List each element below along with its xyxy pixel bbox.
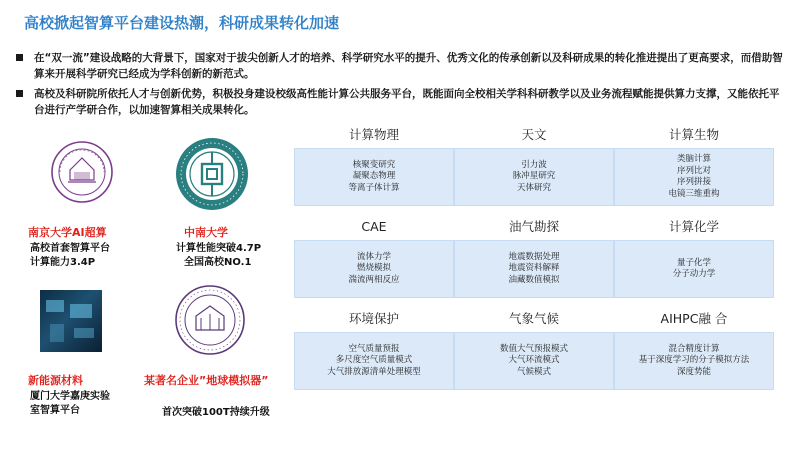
institution-name: 南京大学AI超算 — [28, 226, 107, 239]
category-item: 基于深度学习的分子模拟方法 — [638, 355, 750, 366]
bullet-text: 高校及科研院所依托人才与创新优势，积极投身建设校级高性能计算公共服务平台，既能面向全校相关学科科研教学以及业务流程赋能提供算力支撑，又能依托平台进行产学研合作，以加速智算相关成果转化。 — [34, 88, 780, 116]
category-item: 混合精度计算 — [668, 343, 720, 354]
category-box — [614, 148, 774, 206]
bullet-item — [12, 86, 788, 118]
category-box — [614, 332, 774, 390]
category-item: 气候模式 — [516, 366, 551, 377]
institution-desc: 计算性能突破4.7P — [176, 243, 262, 254]
category-box — [294, 332, 454, 390]
tsinghua-emblem-icon — [174, 284, 246, 356]
category-item: 序列比对 — [676, 165, 711, 176]
institution-desc: 全国高校NO.1 — [184, 257, 252, 268]
category-item: 地震资料解释 — [508, 263, 560, 274]
institution-name: 中南大学 — [184, 226, 228, 239]
category-item: 燃烧模拟 — [356, 263, 391, 274]
category-title: 计算生物 — [668, 127, 719, 142]
category-item: 数值大气预报模式 — [499, 343, 568, 354]
category-item: 油藏数值模拟 — [508, 274, 560, 285]
category-item: 分子动力学 — [672, 269, 716, 279]
category-item: 大气环流模式 — [508, 355, 560, 366]
category-title: CAE — [361, 219, 387, 234]
category-item: 脉冲星研究 — [512, 171, 556, 182]
institution-desc: 厦门大学嘉庚实验 — [30, 391, 110, 402]
category-item: 空气质量预报 — [348, 343, 400, 354]
category-item: 电镜三维重构 — [668, 188, 720, 199]
category-item: 等离子体计算 — [348, 182, 400, 193]
category-box — [294, 240, 454, 298]
category-title: 环境保护 — [348, 311, 399, 326]
institution-desc: 计算能力3.4P — [30, 257, 96, 268]
category-item: 引力波 — [521, 159, 547, 170]
institution-desc: 首次突破100T持续升级 — [162, 407, 270, 418]
lab-photo — [40, 290, 102, 352]
category-box — [294, 148, 454, 206]
category-title: 油气勘探 — [508, 219, 559, 234]
category-item: 天体研究 — [516, 182, 551, 193]
category-item: 湍流两相反应 — [348, 274, 400, 285]
bullet-square-icon — [16, 54, 23, 61]
institution-name: 某著名企业”地球模拟器” — [144, 374, 269, 387]
category-item: 深度势能 — [676, 366, 711, 377]
institution-name: 新能源材料 — [28, 374, 83, 387]
category-item: 序列拼接 — [676, 177, 711, 187]
category-item: 地震数据处理 — [508, 251, 560, 262]
bullet-item — [12, 50, 788, 82]
csu-emblem-icon — [174, 136, 250, 212]
category-title: AIHPC融 合 — [660, 311, 728, 326]
category-box — [454, 332, 614, 390]
category-item: 大气排放源清单处理模型 — [327, 366, 421, 377]
category-title: 计算化学 — [668, 219, 719, 234]
nju-emblem-icon — [50, 140, 114, 204]
category-item: 凝聚态物理 — [352, 171, 396, 182]
category-item: 流体力学 — [356, 251, 391, 262]
category-box — [614, 240, 774, 298]
category-item: 核聚变研究 — [352, 159, 396, 170]
category-item: 量子化学 — [676, 257, 711, 268]
page-title: 高校掀起智算平台建设热潮，科研成果转化加速 — [24, 14, 340, 32]
bullet-list — [12, 50, 788, 122]
category-title: 天文 — [521, 127, 547, 142]
bullet-text: 在“双一流”建设战略的大背景下，国家对于拔尖创新人才的培养、科学研究水平的提升、优秀文化的传承创新以及科研成果的转化推进提出了更高要求，而借助智算来开展科学研究已经成为学科创新的新范式。 — [34, 52, 783, 80]
institution-desc: 高校首套智算平台 — [30, 243, 110, 254]
category-box — [454, 240, 614, 298]
bullet-square-icon — [16, 90, 23, 97]
category-item: 多尺度空气质量模式 — [335, 355, 413, 366]
category-box — [454, 148, 614, 206]
institution-desc: 室智算平台 — [30, 405, 80, 416]
category-title: 气象气候 — [508, 311, 559, 326]
category-title: 计算物理 — [348, 127, 399, 142]
category-item: 类脑计算 — [676, 154, 711, 164]
